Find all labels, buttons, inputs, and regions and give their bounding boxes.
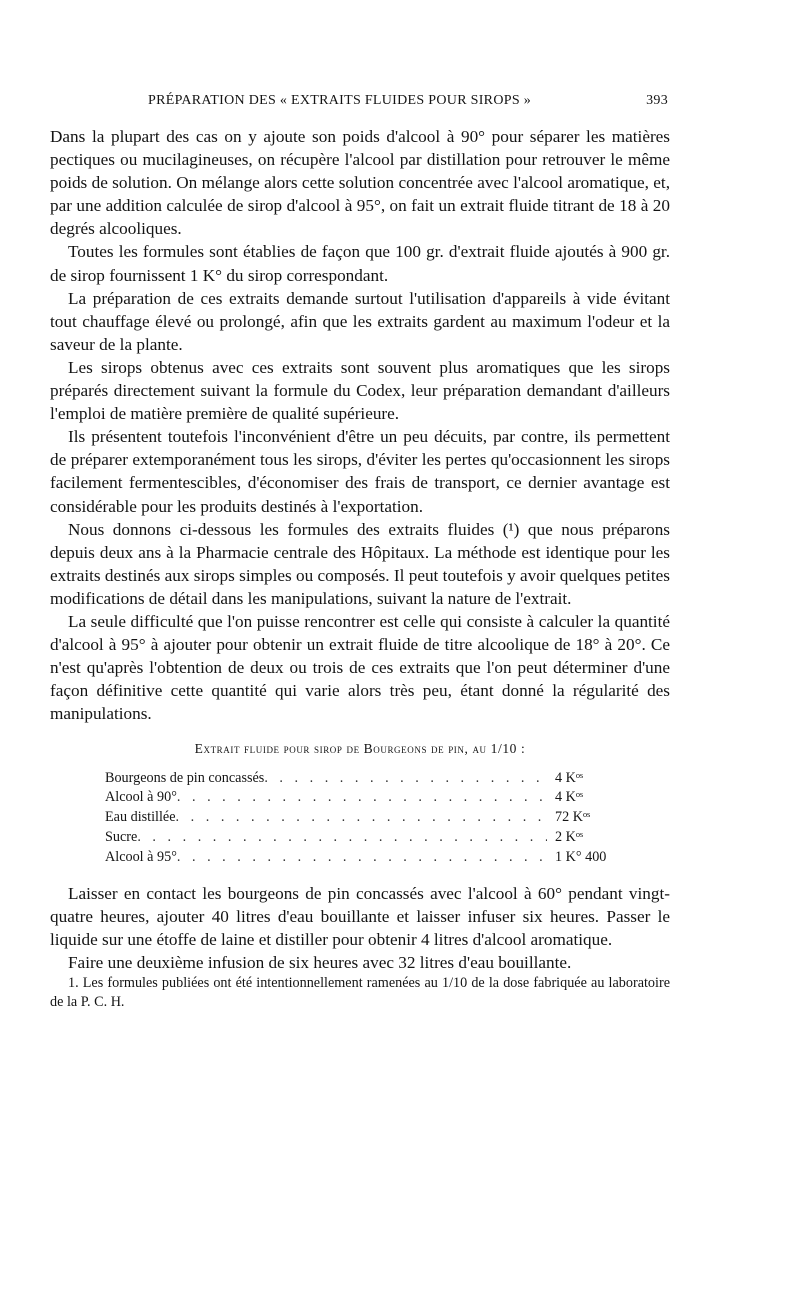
paragraph: Les sirops obtenus avec ces extraits sont souvent plus aromatiques que les sirops préparés directement suivant la formule du Codex, leur préparation demandant d'ailleurs l'emploi de matière première de qualité supérieure.	[50, 357, 670, 424]
body-text	[50, 125, 670, 1013]
dot-leader	[137, 828, 547, 848]
recipe-row	[105, 848, 625, 868]
recipe-quantity: 1 K° 400	[555, 848, 607, 865]
recipe-list	[105, 769, 625, 868]
recipe-row	[105, 769, 625, 789]
paragraph: Nous donnons ci-dessous les formules des extraits fluides (¹) que nous préparons depuis deux ans à la Pharmacie centrale des Hôpitaux. La méthode est identique pour les extraits destinés aux sirops simples ou composés. Il peut toutefois y avoir quelques petites modifications de détail dans les manipulations, suivant la nature de l'extrait.	[50, 519, 670, 608]
paragraph: La préparation de ces extraits demande surtout l'utilisation d'appareils à vide évitant tout chauffage élevé ou prolongé, afin que les extraits gardent au maximum l'odeur et la saveur de la plante.	[50, 288, 670, 354]
recipe-ingredient: Alcool à 90°	[105, 789, 177, 806]
recipe-ingredient: Alcool à 95°	[105, 848, 177, 865]
recipe-row	[105, 808, 625, 828]
recipe-row	[105, 828, 625, 848]
recipe-ingredient: Eau distillée	[105, 809, 176, 826]
dot-leader	[177, 848, 547, 868]
paragraph: La seule difficulté que l'on puisse rencontrer est celle qui consiste à calculer la quantité d'alcool à 95° à ajouter pour obtenir un extrait fluide de titre alcoolique de 18° à 20°. Ce n'est qu'après l'obtention de deux ou trois de ces extraits que l'on peut déterminer d'une façon définitive cette quantité qui varie alors très peu, étant donné la régularité des manipulations.	[50, 611, 670, 724]
paragraph: Toutes les formules sont établies de façon que 100 gr. d'extrait fluide ajoutés à 900 gr. de sirop fournissent 1 K° du sirop correspondant.	[50, 242, 670, 285]
recipe-quantity: 4 Kᵒˢ	[555, 769, 583, 786]
paragraph: Faire une deuxième infusion de six heures avec 32 litres d'eau bouillante.	[68, 952, 572, 972]
paragraph: Dans la plupart des cas on y ajoute son poids d'alcool à 90° pour séparer les matières pectiques ou mucilagineuses, on récupère l'alcool par distillation pour retrouver le même poids de solution. On mélange alors cette solution concentrée avec l'alcool aromatique, et, par une addition calculée de sirop d'alcool à 95°, on fait un extrait fluide titrant de 18 à 20 degrés alcooliques.	[50, 127, 670, 239]
recipe-quantity: 2 Kᵒˢ	[555, 828, 583, 845]
recipe-quantity: 72 Kᵒˢ	[555, 809, 591, 826]
dot-leader	[264, 769, 547, 789]
recipe-ingredient: Bourgeons de pin concassés	[105, 769, 265, 786]
recipe-quantity: 4 Kᵒˢ	[555, 789, 583, 806]
paragraph: Laisser en contact les bourgeons de pin concassés avec l'alcool à 60° pendant vingt-quatre heures, ajouter 40 litres d'eau bouillante et laisser infuser six heures. Passer le liquide sur une étoffe de laine et distiller pour obtenir 4 litres d'alcool aromatique.	[50, 883, 670, 949]
recipe-row	[105, 788, 625, 808]
after-recipe-text	[50, 882, 670, 974]
footnote-area	[50, 974, 670, 1013]
paragraph: Ils présentent toutefois l'inconvénient d'être un peu décuits, par contre, ils permettent de préparer extemporanément tous les sirops, d'éviter les pertes qu'occasionnent les sirops facilement fermentescibles, d'économiser des frais de transport, ce dernier avantage est considérable pour les produits destinés à l'exportation.	[50, 427, 670, 516]
dot-leader	[177, 788, 547, 808]
recipe-title: Extrait fluide pour sirop de Bourgeons de pin, au 1/10 :	[194, 741, 526, 757]
recipe-ingredient: Sucre	[105, 828, 138, 845]
dot-leader	[176, 808, 547, 828]
footnote: 1. Les formules publiées ont été intentionnellement ramenées au 1/10 de la dose fabriquée au laboratoire de la P. C. H.	[50, 974, 670, 1011]
running-title: PRÉPARATION DES « EXTRAITS FLUIDES POUR SIROPS »	[148, 93, 531, 108]
page-number: 393	[646, 93, 668, 108]
